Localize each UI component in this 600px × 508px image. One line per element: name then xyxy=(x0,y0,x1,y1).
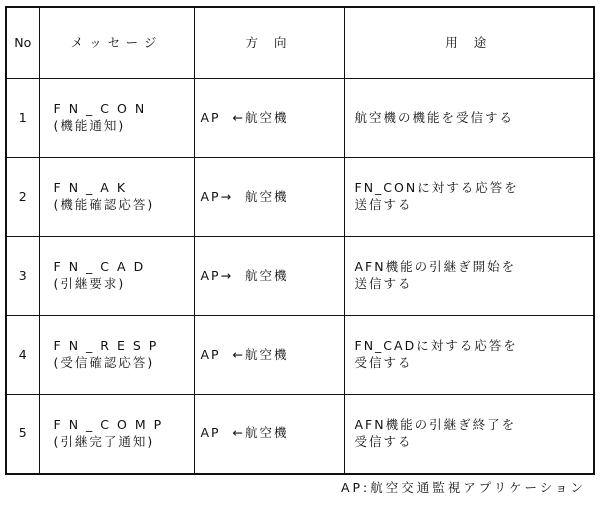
purpose-cell xyxy=(344,158,594,237)
table-body xyxy=(6,79,594,474)
direction-text: AP ←航空機 xyxy=(200,425,289,441)
row-number: 1 xyxy=(6,79,39,158)
message-description: (機能通知) xyxy=(53,118,126,133)
message-description: (引継要求) xyxy=(53,276,126,291)
purpose-cell xyxy=(344,395,594,474)
purpose-text: AFN機能の引継ぎ終了を 受信する xyxy=(354,416,517,449)
header-no: No xyxy=(6,7,39,79)
table-header xyxy=(6,7,594,79)
table-row xyxy=(6,237,594,316)
direction-cell xyxy=(194,79,344,158)
message-cell xyxy=(39,395,194,474)
header-direction: 方 向 xyxy=(194,7,344,79)
direction-cell xyxy=(194,316,344,395)
purpose-cell xyxy=(344,316,594,395)
purpose-cell xyxy=(344,79,594,158)
table-row xyxy=(6,79,594,158)
table-row xyxy=(6,395,594,474)
direction-text: AP ←航空機 xyxy=(200,346,289,362)
message-name: FN_RESP xyxy=(53,338,165,354)
message-name: FN_CAD xyxy=(53,259,152,275)
row-number: 3 xyxy=(6,237,39,316)
row-number: 4 xyxy=(6,316,39,395)
purpose-text: FN_CONに対する応答を 送信する xyxy=(354,180,519,212)
purpose-cell xyxy=(344,237,594,316)
message-description: (機能確認応答) xyxy=(53,197,155,212)
row-number: 2 xyxy=(6,158,39,237)
purpose-text: 航空機の機能を受信する xyxy=(354,109,515,125)
message-cell xyxy=(39,237,194,316)
message-name: FN_COMP xyxy=(53,416,170,432)
direction-cell xyxy=(194,158,344,237)
row-number: 5 xyxy=(6,395,39,474)
direction-text: AP→ 航空機 xyxy=(200,267,289,283)
direction-cell xyxy=(194,395,344,474)
message-description: (引継完了通知) xyxy=(53,433,155,449)
table-row xyxy=(6,158,594,237)
message-cell xyxy=(39,79,194,158)
purpose-text: AFN機能の引継ぎ開始を 送信する xyxy=(354,259,517,291)
message-name: FN_CON xyxy=(53,101,153,117)
footnote: AP:航空交通監視アプリケーション xyxy=(340,480,586,495)
message-name: FN_AK xyxy=(53,180,134,196)
message-cell xyxy=(39,158,194,237)
direction-text: AP→ 航空機 xyxy=(200,188,289,204)
header-message: メッセージ xyxy=(39,7,194,79)
purpose-text: FN_CADに対する応答を 受信する xyxy=(354,338,518,370)
message-description: (受信確認応答) xyxy=(53,355,155,370)
message-table xyxy=(5,6,595,475)
header-purpose: 用 途 xyxy=(344,7,594,79)
message-cell xyxy=(39,316,194,395)
direction-cell xyxy=(194,237,344,316)
direction-text: AP ←航空機 xyxy=(200,109,289,125)
header-row xyxy=(6,7,594,79)
table-row xyxy=(6,316,594,395)
